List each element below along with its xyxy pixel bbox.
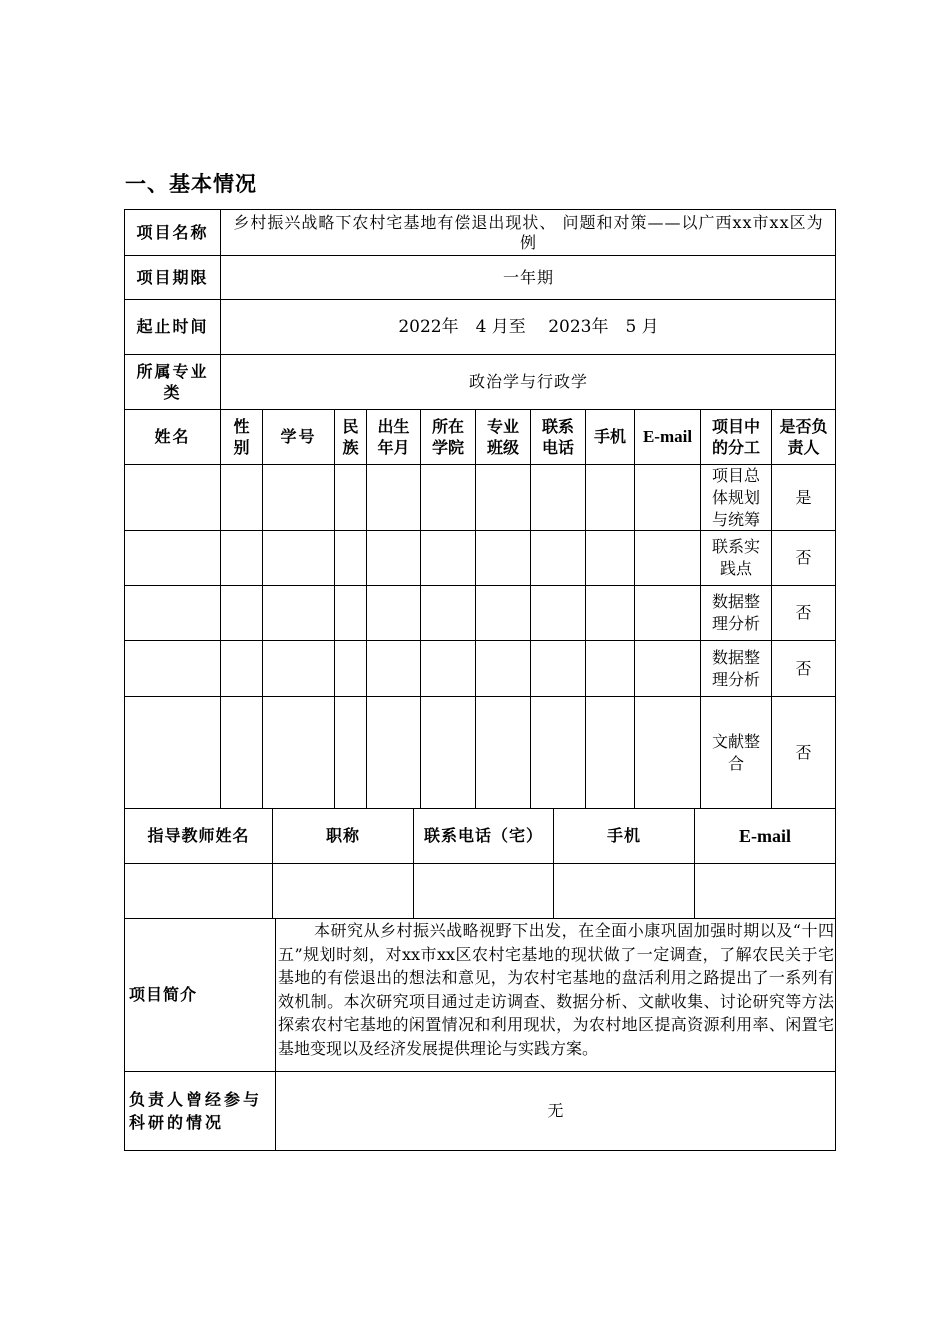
member-row-5-role: 文献整合 [711,731,760,773]
project-major-value: 政治学与行政学 [468,372,588,391]
member-header-ethnicity: 民族 [342,417,359,457]
project-name-value: 乡村振兴战略下农村宅基地有偿退出现状、 问题和对策——以广西xx市xx区为例 [233,212,824,252]
intro-label: 项目简介 [129,985,198,1004]
member-row-3-leader: 否 [795,603,812,622]
member-header-mobile: 手机 [593,427,626,446]
project-period-label: 项目期限 [136,267,209,287]
member-row-3-role: 数据整理分析 [711,592,760,633]
member-header-role: 项目中的分工 [711,417,760,457]
member-header-name: 姓名 [154,427,191,446]
member-header-birth: 出生年月 [377,417,410,457]
member-header-email: E-mail [642,427,693,446]
advisor-header-title: 职称 [325,826,360,845]
member-header-college: 所在学院 [431,417,464,457]
member-header-gender: 性别 [233,417,250,457]
member-row-1-leader: 是 [795,487,812,507]
project-major-label: 所属专业类 [136,362,209,402]
section-title: 一、基本情况 [125,172,257,196]
intro-text: 本研究从乡村振兴战略视野下出发，在全面小康巩固加强时期以及“十四五”规划时刻，对xx市xx区农村宅基地的现状做了一定调查，了解农民关于宅基地的有偿退出的想法和意见，为农村宅基地的盘活利用之路提出了一系列有效机制。本次研究项目通过走访调查、数据分析、文献收集、讨论研究等方法探索农村宅基地的闲置情况和利用现状，为农村地区提高资源利用率、闲置宅基地变现以及经济发展提供理论与实践方案。 [278,921,834,1058]
member-header-student-id: 学号 [280,427,317,446]
member-header-class: 专业班级 [486,417,519,457]
project-name-label: 项目名称 [136,222,209,242]
experience-label: 负责人曾经参与科研的情况 [129,1090,263,1132]
project-time-value: 2022年 4 月至 2023年 5 月 [398,317,659,337]
member-row-2-leader: 否 [795,548,812,567]
project-time-label: 起止时间 [136,317,209,336]
member-header-leader: 是否负责人 [779,417,828,457]
member-row-1-role: 项目总体规划与统筹 [711,465,760,529]
experience-value: 无 [547,1101,564,1120]
project-period-value: 一年期 [502,267,554,287]
member-row-5-leader: 否 [795,742,812,762]
member-row-4-role: 数据整理分析 [711,647,760,689]
advisor-header-name: 指导教师姓名 [147,826,250,845]
member-row-4-leader: 否 [795,658,812,678]
advisor-header-phone: 联系电话（宅） [423,826,543,845]
advisor-header-email: E-mail [739,826,791,846]
member-row-2-role: 联系实践点 [711,537,760,578]
member-header-phone: 联系电话 [541,417,574,457]
advisor-header-mobile: 手机 [606,826,641,845]
